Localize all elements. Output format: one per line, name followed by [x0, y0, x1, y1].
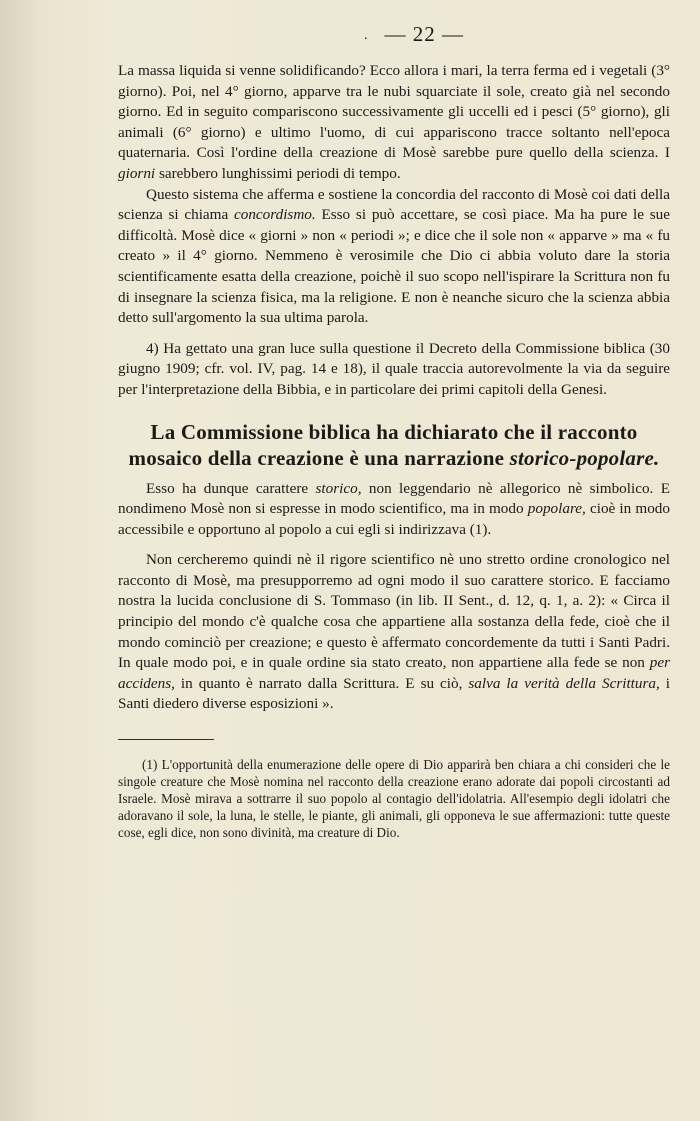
page-number-text: — 22 — — [384, 22, 464, 46]
footnote-divider — [118, 739, 214, 740]
page-mark: . — [364, 28, 369, 44]
page-number — [118, 22, 670, 47]
paragraph-5: Non cercheremo quindi nè il rigore scientifico nè uno stretto ordine cronologico nel racconto di Mosè, ma presupporremo ad ogni modo il suo carattere storico. E facciamo nostra la lucida conclusione di S. Tommaso (in lib. II Sent., d. 12, q. 1, a. 2): « Circa il principio del mondo c'è qualche cosa che appartiene alla sostanza della fede, cioè che il mondo cominciò per creazione; e questo è affermato concordemente da tutti i Santi Padri. In quale modo poi, e in quale ordine sia stato creato, non appartiene alla fede se non per accidens, in quanto è narrato dalla Scrittura. E su ciò, salva la verità della Scrittura, i Santi diedero diverse esposizioni ». — [118, 551, 670, 713]
paragraph-1: La massa liquida si venne solidificando? Ecco allora i mari, la terra ferma ed i vegetali (3° giorno). Poi, nel 4° giorno, apparve tra le nubi squarciate il sole, creato già nel secondo giorno. Ed in seguito compariscono successivamente gli uccelli ed i pesci (5° giorno), gli animali (6° giorno) e ultimo l'uomo, di cui appariscono tracce soltanto nell'epoca quaternaria. Così l'ordine della creazione di Mosè sarebbe pure quello della scienza. I giorni sarebbero lunghissimi periodi di tempo. — [118, 62, 670, 182]
paragraph-3: 4) Ha gettato una gran luce sulla questione il Decreto della Commissione biblica (30 giugno 1909; cfr. vol. IV, pag. 14 e 18), il quale traccia autorevolmente la via da seguire per l'interpretazione della Bibbia, e in particolare dei primi capitoli della Genesi. — [118, 339, 670, 398]
section-heading: La Commissione biblica ha dichiarato che il racconto mosaico della creazione è una narrazione storico-popolare. — [128, 419, 660, 470]
footnote: (1) L'opportunità della enumerazione delle opere di Dio apparirà ben chiara a chi consideri che le singole creature che Mosè nomina nel racconto della creazione erano adorate dai popoli circostanti ad Israele. Mosè mirava a sottrarre il suo popolo al contagio dell'idolatria. All'esempio degli idolatri che adoravano il sole, la luna, le stelle, le piante, gli animali, gli opponeva le sue affermazioni: tutte queste cose, egli dice, non sono divinità, ma creature di Dio. — [118, 757, 670, 841]
paragraph-4: Esso ha dunque carattere storico, non leggendario nè allegorico nè simbolico. E nondimeno Mosè non si espresse in modo scientifico, ma in modo popolare, cioè in modo accessibile e opportuno al popolo a cui egli si indirizzava (1). — [118, 479, 670, 538]
paragraph-2: Questo sistema che afferma e sostiene la concordia del racconto di Mosè coi dati della scienza si chiama concordismo. Esso si può accettare, se così piace. Ma ha pure le sue difficoltà. Mosè dice « giorni » non « periodi »; e dice che il sole non « apparve » ma « fu creato » il 4° giorno. Nemmeno è verosimile che Dio ci abbia voluto dare la storia scientificamente esatta della creazione, poichè il suo scopo nell'ispirare la Scrittura non fu di insegnare la scienza fisica, ma la religione. E non è neanche sicuro che la scienza abbia detto sull'argomento la sua ultima parola. — [118, 185, 670, 327]
